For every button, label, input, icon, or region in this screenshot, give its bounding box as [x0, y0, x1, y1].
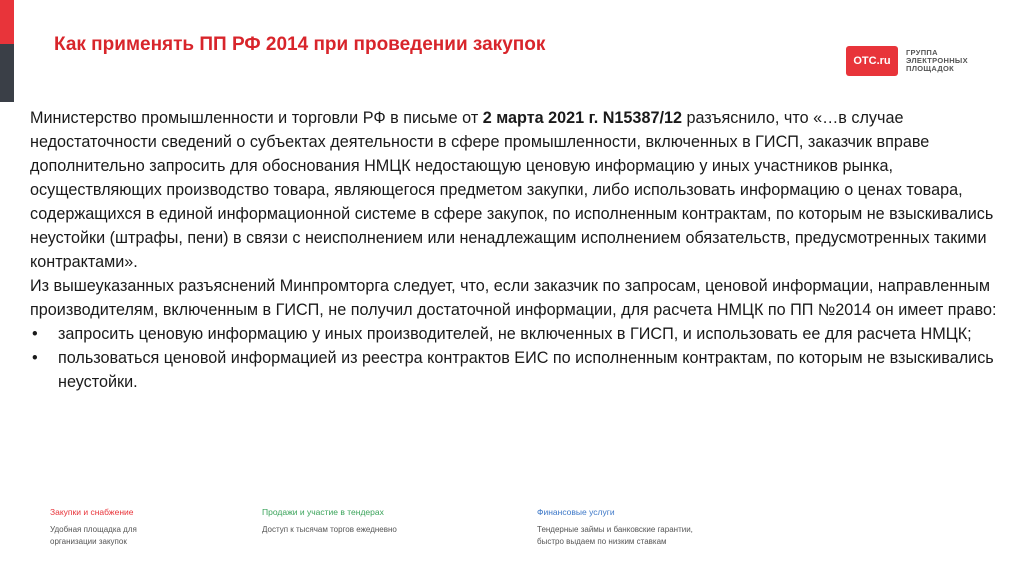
footer-desc-line-2: организации закупок [50, 537, 127, 546]
otc-logo [846, 46, 968, 76]
paragraph-ministry-letter [30, 106, 1015, 274]
para1-letter-ref: 2 марта 2021 г. N15387/12 [482, 109, 682, 127]
footer-title[interactable]: Финансовые услуги [537, 507, 615, 517]
logo-line-1: ГРУППА [906, 48, 938, 57]
logo-line-3: ПЛОЩАДОК [906, 64, 954, 73]
footer-desc-line-2: быстро выдаем по низким ставкам [537, 537, 667, 546]
page-title: Как применять ПП РФ 2014 при проведении закупок [54, 34, 546, 55]
logo-line-2: ЭЛЕКТРОННЫХ [906, 56, 968, 65]
footer-desc-line-1: Доступ к тысячам торгов ежедневно [262, 525, 397, 534]
para1-rest: разъяснило, что «…в случае недостаточности сведений о субъектах деятельности в сфере промышленности, включенных в ГИСП, заказчик вправе дополнительно запросить для обоснования НМЦК недостающую ценовую информацию у иных участников рынка, осуществляющих производство товара, являющегося предметом закупки, либо использовать информацию о ценах товара, содержащихся в единой информационной системе в сфере закупок, по исполненным контрактам, по которым не взыскивались неустойки (штрафы, пени) в связи с неисполнением или ненадлежащим исполнением обязательств, предусмотренных такими контрактами». [30, 109, 994, 271]
footer-desc-line-1: Тендерные займы и банковские гарантии, [537, 525, 693, 534]
footer-finance [537, 506, 693, 548]
list-item [30, 346, 1015, 394]
footer-sales [262, 506, 397, 536]
left-accent-bar-red [0, 0, 14, 44]
footer-title[interactable]: Закупки и снабжение [50, 507, 134, 517]
bullet-marker: • [32, 349, 38, 367]
bullet-marker: • [32, 325, 38, 343]
list-item-text: запросить ценовую информацию у иных производителей, не включенных в ГИСП, и использовать ее для расчета НМЦК; [58, 325, 972, 343]
logo-mark: OTC.ru [846, 46, 898, 76]
list-item-text: пользоваться ценовой информацией из реестра контрактов ЕИС по исполненным контрактам, по которым не взыскивались неустойки. [58, 349, 994, 391]
rights-list [30, 322, 1015, 394]
list-item [30, 322, 1015, 346]
logo-caption [906, 49, 968, 73]
para1-start: Министерство промышленности и торговли РФ в письме от [30, 109, 483, 127]
main-content [30, 106, 1015, 394]
footer-procurement [50, 506, 137, 548]
footer-title[interactable]: Продажи и участие в тендерах [262, 507, 384, 517]
paragraph-conclusion: Из вышеуказанных разъяснений Минпромторга следует, что, если заказчик по запросам, ценовой информации, направленным производителям, включенным в ГИСП, не получил достаточной информации, для расчета НМЦК по ПП №2014 он имеет право: [30, 277, 997, 319]
left-accent-bar-gray [0, 44, 14, 102]
footer-desc-line-1: Удобная площадка для [50, 525, 137, 534]
